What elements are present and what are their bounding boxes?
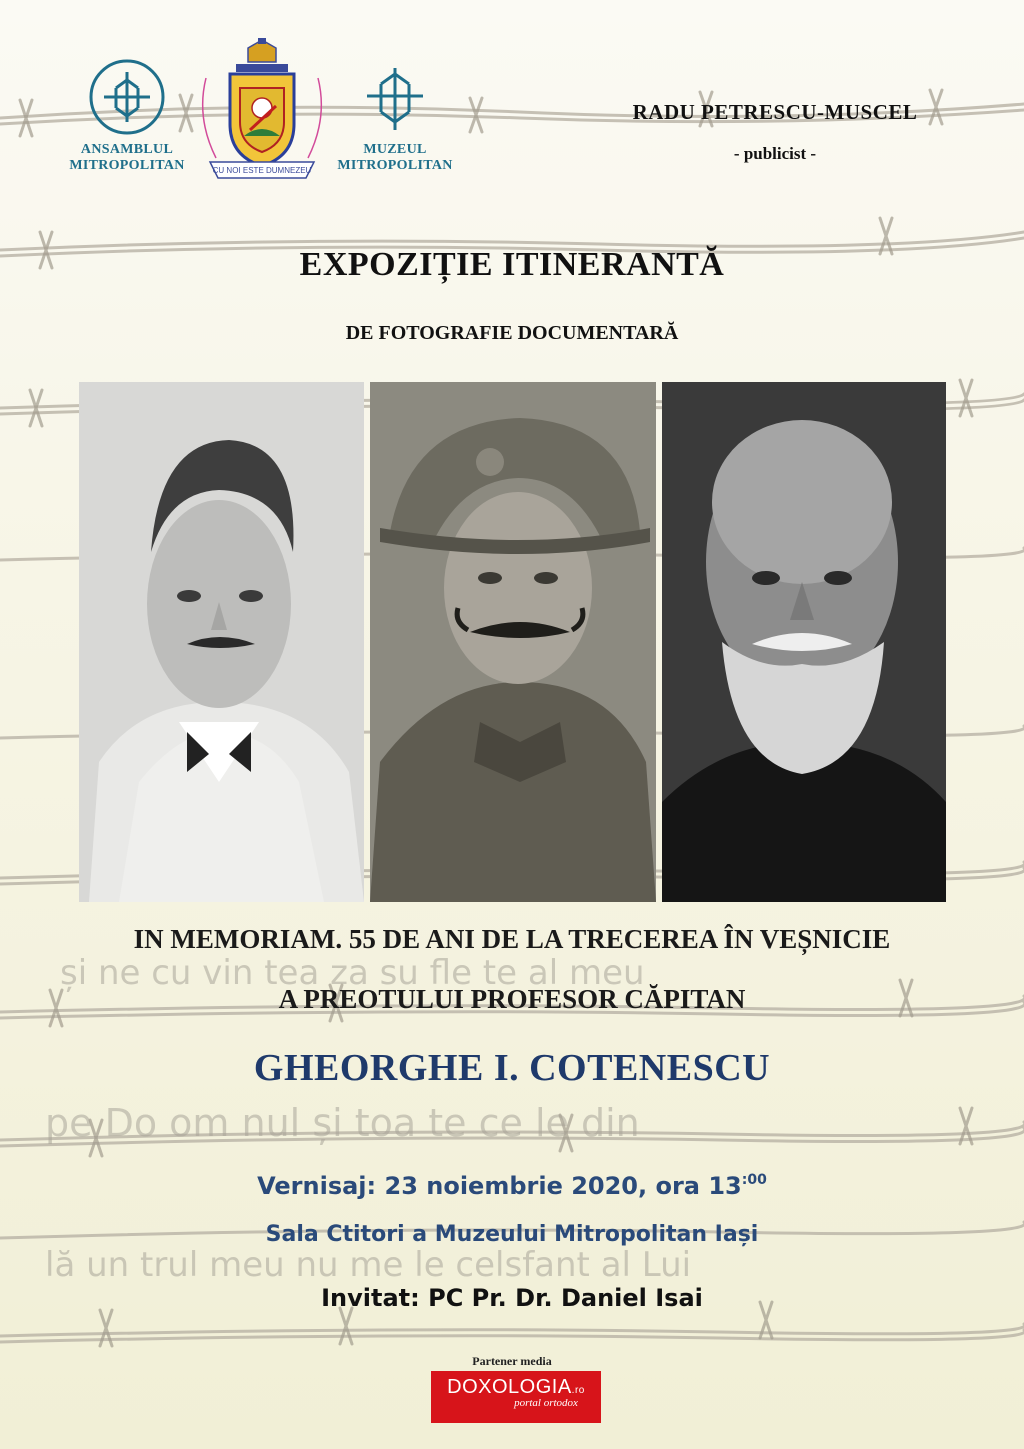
logo-ansamblul-mitropolitan <box>62 58 192 174</box>
logo-left-line2: MITROPOLITAN <box>69 158 185 173</box>
ansamblul-emblem-icon <box>88 58 166 136</box>
svg-text:CU NOI ESTE DUMNEZEU: CU NOI ESTE DUMNEZEU <box>212 166 312 175</box>
memoriam-line-2: A PREOTULUI PROFESOR CĂPITAN <box>278 984 746 1014</box>
vernisaj-date <box>0 1172 1024 1200</box>
portrait-elder-image <box>662 382 946 902</box>
guest-invited: Invitat: PC Pr. Dr. Daniel Isai <box>321 1284 703 1312</box>
muzeul-emblem-icon <box>363 66 427 132</box>
portrait-civilian-image <box>79 382 364 902</box>
doxologia-tagline: portal ortodox <box>514 1397 578 1409</box>
vernisaj-text: Vernisaj: 23 noiembrie 2020, ora 13 <box>257 1172 742 1200</box>
portrait-photo-officer <box>370 382 656 902</box>
author-name: RADU PETRESCU-MUSCEL <box>632 100 918 124</box>
honoree-name: GHEORGHE I. COTENESCU <box>253 1047 771 1089</box>
partner-label: Partener media <box>472 1354 552 1368</box>
memoriam-line-1: IN MEMORIAM. 55 DE ANI DE LA TRECEREA ÎN VEȘNICIE <box>133 924 891 954</box>
vernisaj-minutes: :00 <box>741 1172 767 1188</box>
svg-text:pe Do om nul și toa te ce le d: pe Do om nul și toa te ce le din <box>45 1101 640 1145</box>
logo-muzeul-mitropolitan <box>326 66 464 174</box>
svg-text:și ne cu vin tea za su fle te: și ne cu vin tea za su fle te al meu <box>60 953 645 993</box>
coat-of-arms-icon <box>196 38 328 188</box>
author-role: - publicist - <box>733 144 817 163</box>
logo-right-line2: MITROPOLITAN <box>337 158 453 173</box>
portrait-photo-civilian <box>79 382 364 902</box>
portrait-photo-elder <box>662 382 946 902</box>
venue: Sala Ctitori a Muzeului Mitropolitan Iași <box>265 1222 759 1247</box>
svg-text:lă un trul meu nu me le celsfa: lă un trul meu nu me le celsfant al Lui <box>45 1245 692 1285</box>
exhibition-title: EXPOZIȚIE ITINERANTĂ <box>299 246 725 283</box>
doxologia-brand: DOXOLOGIA.ro <box>447 1376 585 1398</box>
logo-right-line1: MUZEUL <box>363 142 427 157</box>
logo-left-line1: ANSAMBLUL <box>80 142 174 157</box>
portrait-officer-image <box>370 382 656 902</box>
coat-of-arms <box>196 38 328 188</box>
doxologia-logo[interactable] <box>431 1371 601 1423</box>
exhibition-subtitle: DE FOTOGRAFIE DOCUMENTARĂ <box>345 322 679 344</box>
